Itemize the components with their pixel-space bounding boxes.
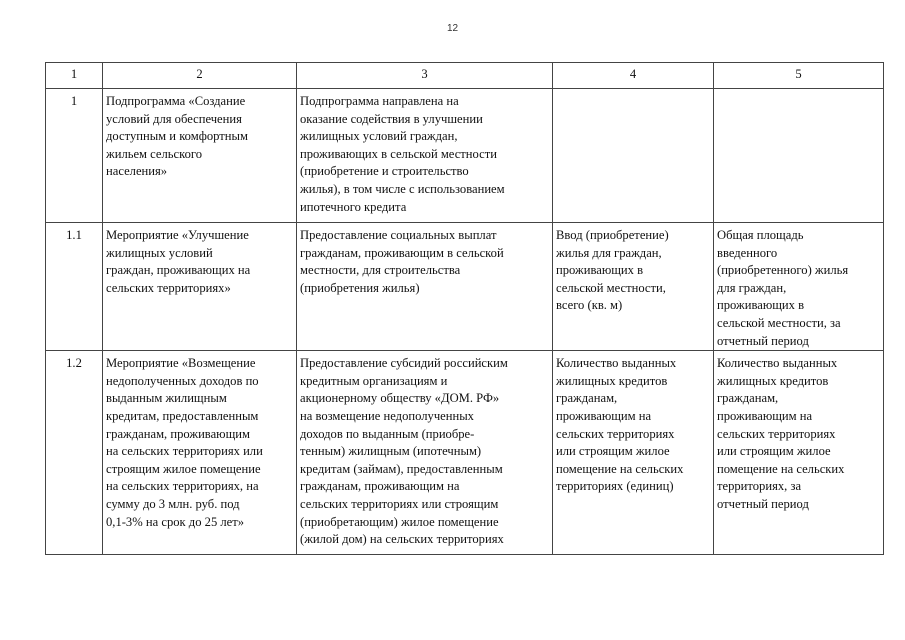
indicator-cell: [553, 223, 714, 351]
measure-name: Мероприятие «Улучшение жилищных условий граждан, проживающих на сельских территориях»: [106, 228, 251, 295]
row-number: 1.2: [66, 356, 82, 371]
measure-name-cell: [103, 89, 297, 223]
measure-description: Предоставление субсидий российским кредитным организациям и акционерному обществу «ДОМ. РФ» на возмещение недополученных доходов по выданным (приобре- тенным) жилищным (ипотечным) кредитам (займам), предоставленным гражданам, проживающим на сельских территориях или строящим (приобретающим) жилое помещение (жилой дом) на сельских территориях: [300, 356, 508, 547]
row-number-cell: [46, 223, 103, 351]
indicator-text: Количество выданных жилищных кредитов гражданам, проживающим на сельских территориях или строящим жилое помещение на сельских территориях (единиц): [556, 356, 684, 494]
table-row: [46, 89, 884, 223]
header-cell-3: 3: [297, 63, 553, 89]
measure-description: Подпрограмма направлена на оказание содействия в улучшении жилищных условий граждан, проживающих в сельской местности (приобретение и строительство жилья), в том числе с использованием ипотечного кредита: [300, 94, 505, 214]
table-row: [46, 223, 884, 351]
result-text: Количество выданных жилищных кредитов гражданам, проживающим на сельских территориях или строящим жилое помещение на сельских территориях, за отчетный период: [717, 356, 845, 511]
result-cell: [714, 351, 884, 555]
indicator-cell: [553, 351, 714, 555]
header-cell-1: 1: [46, 63, 103, 89]
indicator-cell: [553, 89, 714, 223]
header-cell-2: 2: [103, 63, 297, 89]
indicator-text: Ввод (приобретение) жилья для граждан, проживающих в сельской местности, всего (кв. м): [556, 228, 669, 313]
row-number: 1.1: [66, 228, 82, 242]
table-header-row: [46, 63, 884, 89]
row-number-cell: [46, 351, 103, 555]
measure-name: Подпрограмма «Создание условий для обеспечения доступным и комфортным жильем сельского населения»: [106, 94, 248, 179]
result-cell: [714, 223, 884, 351]
result-text: Общая площадь введенного (приобретенного) жилья для граждан, проживающих в сельской местности, за отчетный период: [717, 228, 849, 348]
program-table: [45, 62, 884, 555]
measure-description-cell: [297, 89, 553, 223]
header-cell-5: 5: [714, 63, 884, 89]
measure-name: Мероприятие «Возмещение недополученных доходов по выданным жилищным кредитам, предоставленным гражданам, проживающим на сельских территориях или строящим жилое помещение на сельских территориях, на сумму до 3 млн. руб. под 0,1-3% на срок до 25 лет»: [106, 356, 263, 529]
measure-description: Предоставление социальных выплат гражданам, проживающим в сельской местности, для строительства (приобретения жилья): [300, 228, 504, 295]
row-number: 1: [70, 94, 78, 108]
measure-description-cell: [297, 223, 553, 351]
result-cell: [714, 89, 884, 223]
header-cell-4: 4: [553, 63, 714, 89]
row-number-cell: [46, 89, 103, 223]
page-number: 12: [446, 23, 459, 34]
measure-name-cell: [103, 223, 297, 351]
measure-name-cell: [103, 351, 297, 555]
measure-description-cell: [297, 351, 553, 555]
table-row: [46, 351, 884, 555]
